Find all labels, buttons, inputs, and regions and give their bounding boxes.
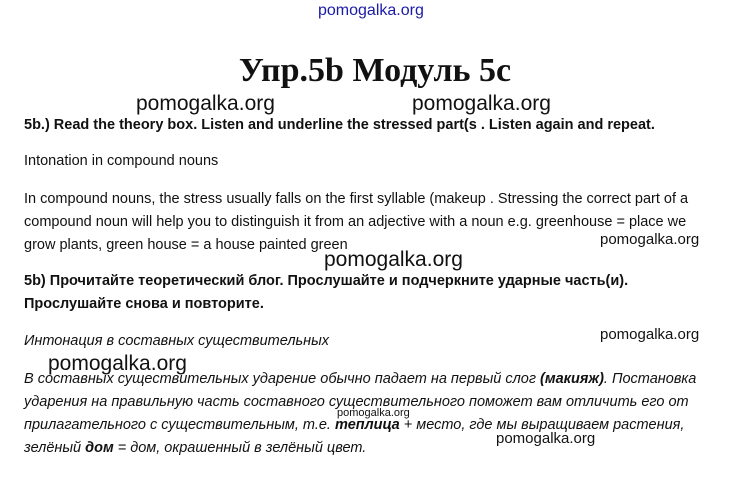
- russian-body-emphasis: теплица: [335, 417, 400, 433]
- english-body-line: grow plants, green house = a house painted green: [24, 237, 348, 253]
- russian-body-line: [24, 414, 684, 437]
- russian-body-line: [24, 368, 696, 391]
- watermark: pomogalka.org: [600, 326, 700, 343]
- russian-body-emphasis: (макияж): [540, 371, 604, 387]
- russian-body-line: [24, 437, 366, 460]
- watermark: pomogalka.org: [496, 430, 596, 447]
- english-body-line: In compound nouns, the stress usually falls on the first syllable (makeup . Stressing the correct part of a: [24, 191, 689, 207]
- english-task: 5b.) Read the theory box. Listen and underline the stressed part(s . Listen again and repeat.: [24, 117, 655, 133]
- watermark: pomogalka.org: [337, 407, 410, 419]
- russian-body-text: + место, где мы выращиваем растения,: [399, 417, 685, 433]
- russian-task-line: 5b) Прочитайте теоретический блог. Прослушайте и подчеркните ударные часть(и).: [24, 273, 629, 289]
- russian-body-text: . Постановка: [603, 371, 697, 387]
- watermark: pomogalka.org: [412, 92, 551, 115]
- watermark: pomogalka.org: [48, 352, 187, 375]
- russian-body-text: = дом, окрашенный в зелёный цвет.: [113, 440, 367, 456]
- russian-heading: Интонация в составных существительных: [24, 333, 330, 349]
- watermark: pomogalka.org: [600, 231, 700, 248]
- russian-body-text: зелёный: [24, 440, 86, 456]
- page-title: Упр.5b Модуль 5с: [238, 52, 512, 89]
- russian-body-line: ударения на правильную часть составного существительного поможет вам отличить его от: [24, 394, 689, 410]
- top-watermark: pomogalka.org: [318, 2, 424, 19]
- english-body-line: compound noun will help you to distinguish it from an adjective with a noun e.g. greenhouse = place we: [24, 214, 687, 230]
- russian-body-emphasis: дом: [85, 440, 114, 456]
- english-heading: Intonation in compound nouns: [24, 153, 219, 169]
- russian-body-text: прилагательного с существительным, т.е.: [24, 417, 335, 433]
- watermark: pomogalka.org: [136, 92, 275, 115]
- russian-body-text: В составных существительных ударение обычно падает на первый слог: [24, 371, 541, 387]
- watermark: pomogalka.org: [324, 248, 463, 271]
- russian-task-line: Прослушайте снова и повторите.: [24, 296, 264, 312]
